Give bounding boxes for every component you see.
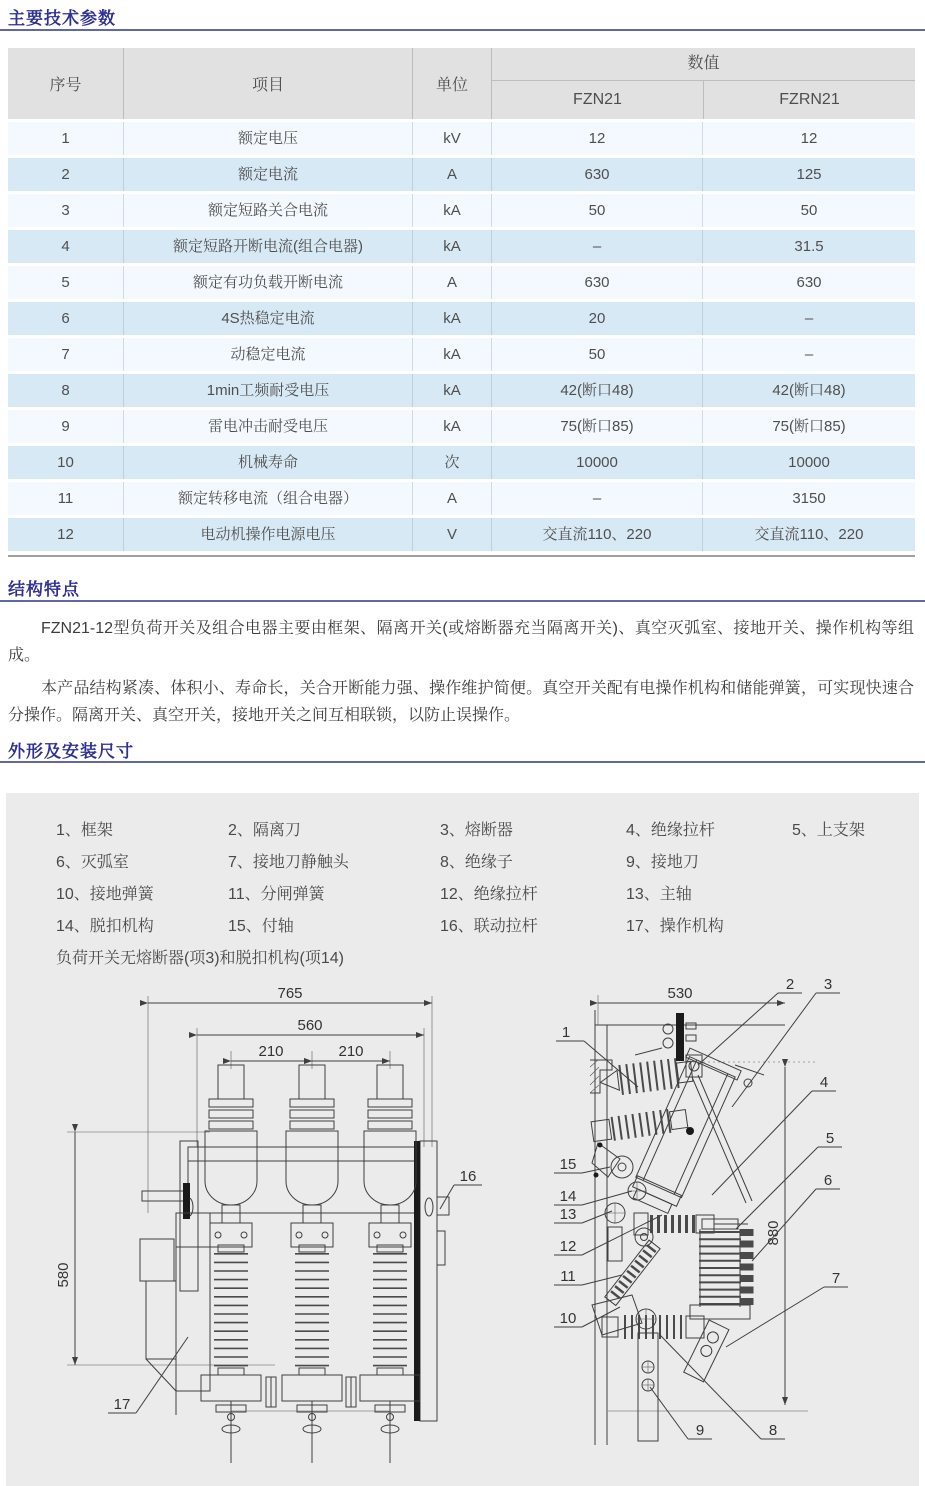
side-label-9: 9 xyxy=(695,1422,705,1439)
table-row xyxy=(8,338,915,371)
cell-item: 1min工频耐受电压 xyxy=(123,374,412,407)
section-rule xyxy=(0,600,925,602)
cell-index: 7 xyxy=(61,346,70,363)
legend-item: 6、灭弧室 xyxy=(56,854,129,871)
legend-item: 17、操作机构 xyxy=(626,918,724,935)
cell-unit: kA xyxy=(412,194,491,227)
col-header-value: 数值 xyxy=(492,48,915,81)
cell-fzrn21: 50 xyxy=(702,194,915,227)
cell-item: 额定短路关合电流 xyxy=(123,194,412,227)
cell-index: 3 xyxy=(61,202,70,219)
side-label-8: 8 xyxy=(768,1422,778,1439)
cell-fzrn21: 42(断口48) xyxy=(702,374,915,407)
legend-note: 负荷开关无熔断器(项3)和脱扣机构(项14) xyxy=(56,950,345,967)
section-title-outline: 外形及安装尺寸 xyxy=(8,742,134,761)
structure-paragraph-1: FZN21-12型负荷开关及组合电器主要由框架、隔离开关(或熔断器充当隔离开关)、真空灭弧室、接地开关、操作机构等组成。 xyxy=(8,620,914,664)
side-label-1: 1 xyxy=(561,1024,571,1041)
cell-unit: kA xyxy=(412,410,491,443)
cell-index: 12 xyxy=(57,526,74,543)
cell-fzrn21: – xyxy=(702,302,915,335)
cell-index: 11 xyxy=(57,490,74,507)
legend-item: 15、付轴 xyxy=(228,918,294,935)
cell-unit: kA xyxy=(412,338,491,371)
table-bottom-border xyxy=(8,555,915,557)
side-label-2: 2 xyxy=(785,976,795,993)
col-header-value-group xyxy=(491,48,915,119)
cell-fzn21: 交直流110、220 xyxy=(491,518,702,551)
cell-item: 额定电流 xyxy=(123,158,412,191)
cell-fzn21: – xyxy=(491,230,702,263)
cell-unit: 次 xyxy=(412,446,491,479)
front-label-17: 17 xyxy=(113,1396,131,1413)
cell-unit: kA xyxy=(412,374,491,407)
dim-530: 530 xyxy=(667,985,693,1002)
side-label-4: 4 xyxy=(819,1074,829,1091)
legend-item: 4、绝缘拉杆 xyxy=(626,822,715,839)
cell-fzrn21: 75(断口85) xyxy=(702,410,915,443)
legend-item: 1、框架 xyxy=(56,822,113,839)
cell-item: 额定电压 xyxy=(123,122,412,155)
dim-765: 765 xyxy=(277,985,303,1002)
col-header-item: 项目 xyxy=(123,48,412,119)
cell-fzn21: – xyxy=(491,482,702,515)
legend-row xyxy=(56,847,909,879)
cell-unit: kV xyxy=(412,122,491,155)
cell-index: 2 xyxy=(61,166,70,183)
side-label-10: 10 xyxy=(559,1310,577,1327)
cell-index: 4 xyxy=(61,238,70,255)
section-title-structure: 结构特点 xyxy=(8,580,80,599)
col-header-model-fzn21: FZN21 xyxy=(573,91,622,108)
side-label-6: 6 xyxy=(823,1172,833,1189)
table-row xyxy=(8,482,915,515)
side-label-14: 14 xyxy=(559,1188,577,1205)
legend-item: 16、联动拉杆 xyxy=(440,918,538,935)
parts-legend xyxy=(56,815,909,975)
table-row xyxy=(8,122,915,155)
front-view-drawing xyxy=(30,985,490,1480)
dim-580: 580 xyxy=(55,1262,72,1288)
legend-item: 7、接地刀静触头 xyxy=(228,854,349,871)
cell-index: 8 xyxy=(61,382,70,399)
cell-fzn21: 50 xyxy=(491,338,702,371)
cell-index: 6 xyxy=(61,310,70,327)
cell-fzrn21: 125 xyxy=(702,158,915,191)
table-row xyxy=(8,266,915,299)
legend-item: 2、隔离刀 xyxy=(228,822,301,839)
section-rule xyxy=(0,761,925,763)
cell-unit: V xyxy=(412,518,491,551)
cell-index: 1 xyxy=(61,130,70,147)
cell-index: 9 xyxy=(61,418,70,435)
side-label-12: 12 xyxy=(559,1238,577,1255)
cell-fzn21: 50 xyxy=(491,194,702,227)
side-label-13: 13 xyxy=(559,1206,577,1223)
legend-item: 11、分闸弹簧 xyxy=(228,886,325,903)
legend-item: 10、接地弹簧 xyxy=(56,886,154,903)
cell-fzn21: 630 xyxy=(491,266,702,299)
cell-fzrn21: 31.5 xyxy=(702,230,915,263)
table-row xyxy=(8,410,915,443)
dim-880: 880 xyxy=(765,1220,782,1246)
cell-unit: kA xyxy=(412,302,491,335)
side-label-3: 3 xyxy=(823,976,833,993)
cell-unit: kA xyxy=(412,230,491,263)
cell-item: 动稳定电流 xyxy=(123,338,412,371)
cell-item: 额定转移电流（组合电器） xyxy=(123,482,412,515)
table-row xyxy=(8,230,915,263)
legend-item: 14、脱扣机构 xyxy=(56,918,154,935)
dim-560: 560 xyxy=(297,1017,323,1034)
outline-panel xyxy=(6,793,919,1486)
cell-unit: A xyxy=(412,266,491,299)
cell-item: 电动机操作电源电压 xyxy=(123,518,412,551)
legend-item: 5、上支架 xyxy=(792,822,865,839)
col-header-model-fzrn21: FZRN21 xyxy=(703,81,915,119)
legend-row xyxy=(56,879,909,911)
cell-fzrn21: – xyxy=(702,338,915,371)
legend-item: 3、熔断器 xyxy=(440,822,513,839)
cell-fzrn21: 3150 xyxy=(702,482,915,515)
side-label-7: 7 xyxy=(831,1270,841,1287)
section-rule xyxy=(0,29,925,31)
table-header xyxy=(8,48,915,119)
legend-item: 8、绝缘子 xyxy=(440,854,513,871)
cell-index: 10 xyxy=(57,454,74,471)
table-body xyxy=(8,122,915,551)
side-label-5: 5 xyxy=(825,1130,835,1147)
cell-item: 额定短路开断电流(组合电器) xyxy=(123,230,412,263)
cell-fzn21: 75(断口85) xyxy=(491,410,702,443)
cell-item: 4S热稳定电流 xyxy=(123,302,412,335)
cell-item: 额定有功负载开断电流 xyxy=(123,266,412,299)
dim-210-a: 210 xyxy=(258,1043,284,1060)
section-title-main-params: 主要技术参数 xyxy=(8,9,116,28)
cell-fzn21: 630 xyxy=(491,158,702,191)
cell-fzrn21: 10000 xyxy=(702,446,915,479)
cell-fzrn21: 12 xyxy=(702,122,915,155)
cell-item: 雷电冲击耐受电压 xyxy=(123,410,412,443)
cell-fzn21: 12 xyxy=(491,122,702,155)
table-row xyxy=(8,518,915,551)
cell-fzn21: 42(断口48) xyxy=(491,374,702,407)
cell-fzn21: 20 xyxy=(491,302,702,335)
side-view-drawing xyxy=(540,975,920,1480)
cell-fzrn21: 630 xyxy=(702,266,915,299)
table-row xyxy=(8,158,915,191)
structure-paragraph-2: 本产品结构紧凑、体积小、寿命长，关合开断能力强、操作维护简便。真空开关配有电操作机构和储能弹簧，可实现快速合分操作。隔离开关、真空开关，接地开关之间互相联锁，以防止误操作。 xyxy=(8,680,914,724)
table-row xyxy=(8,302,915,335)
legend-item: 13、主轴 xyxy=(626,886,692,903)
cell-fzn21: 10000 xyxy=(491,446,702,479)
col-header-unit: 单位 xyxy=(412,48,491,119)
cell-index: 5 xyxy=(61,274,70,291)
cell-item: 机械寿命 xyxy=(123,446,412,479)
legend-row xyxy=(56,911,909,943)
table-row xyxy=(8,446,915,479)
side-label-15: 15 xyxy=(559,1156,577,1173)
legend-item: 9、接地刀 xyxy=(626,854,699,871)
tech-params-table xyxy=(8,48,915,551)
cell-unit: A xyxy=(412,482,491,515)
table-row xyxy=(8,374,915,407)
dim-210-b: 210 xyxy=(338,1043,364,1060)
front-label-16: 16 xyxy=(459,1168,477,1185)
side-label-11: 11 xyxy=(560,1268,576,1285)
col-header-index: 序号 xyxy=(49,77,82,94)
cell-unit: A xyxy=(412,158,491,191)
legend-row xyxy=(56,815,909,847)
cell-fzrn21: 交直流110、220 xyxy=(702,518,915,551)
table-row xyxy=(8,194,915,227)
legend-item: 12、绝缘拉杆 xyxy=(440,886,538,903)
